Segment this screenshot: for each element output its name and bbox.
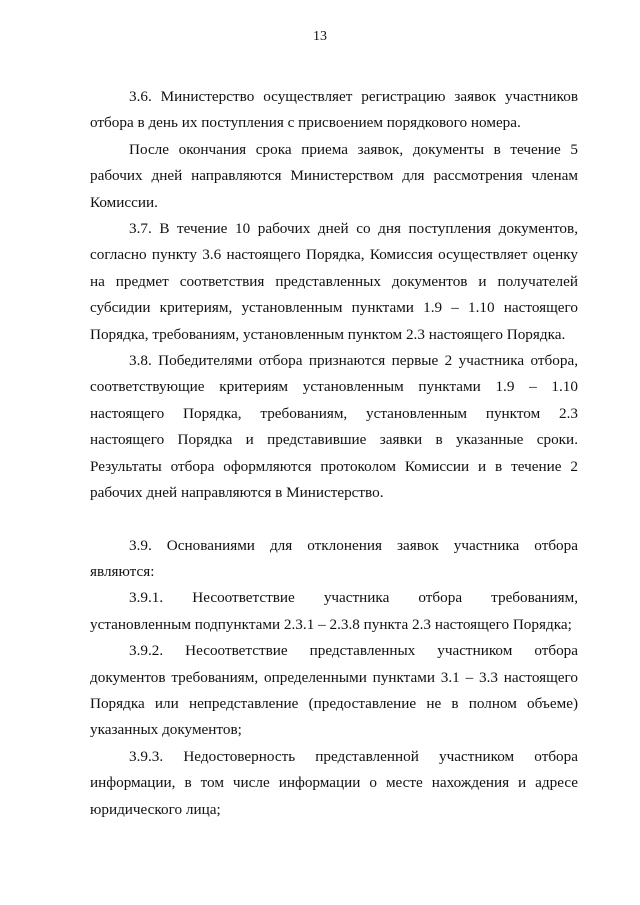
paragraph-3-9-3: 3.9.3. Недостоверность представленной участником отбора информации, в том числе информации о месте нахождения и адресе юридического лица; bbox=[90, 747, 578, 818]
paragraph-3-9-1: 3.9.1. Несоответствие участника отбора требованиям, установленным подпунктами 2.3.1 – 2.3.8 пункта 2.3 настоящего Порядка; bbox=[90, 589, 578, 633]
page-number: 13 bbox=[313, 29, 327, 44]
paragraph-3-9: 3.9. Основаниями для отклонения заявок участника отбора являются: bbox=[90, 536, 578, 580]
paragraph-gap bbox=[90, 507, 578, 533]
paragraph-after-deadline: После окончания срока приема заявок, документы в течение 5 рабочих дней направляются Министерством для рассмотрения членам Комиссии. bbox=[90, 140, 578, 211]
paragraph-3-9-2: 3.9.2. Несоответствие представленных участником отбора документов требованиям, определенными пунктами 3.1 – 3.3 настоящего Порядка или непредставление (предоставление не в полном объеме) указанных документов; bbox=[90, 642, 578, 739]
document-body bbox=[90, 84, 578, 823]
paragraph-3-8: 3.8. Победителями отбора признаются первые 2 участника отбора, соответствующие критериям установленным пунктами 1.9 – 1.10 настоящего Порядка, требованиям, установленным пунктом 2.3 настоящего Порядка и представившие заявки в указанные сроки. Результаты отбора оформляются протоколом Комиссии и в течение 2 рабочих дней направляются в Министерство. bbox=[90, 352, 578, 502]
paragraph-3-7: 3.7. В течение 10 рабочих дней со дня поступления документов, согласно пункту 3.6 настоящего Порядка, Комиссия осуществляет оценку на предмет соответствия представленных документов и получателей субсидии критериям, установленным пунктами 1.9 – 1.10 настоящего Порядка, требованиям, установленным пунктом 2.3 настоящего Порядка. bbox=[90, 220, 578, 343]
paragraph-3-6: 3.6. Министерство осуществляет регистрацию заявок участников отбора в день их поступления с присвоением порядкового номера. bbox=[90, 88, 578, 132]
